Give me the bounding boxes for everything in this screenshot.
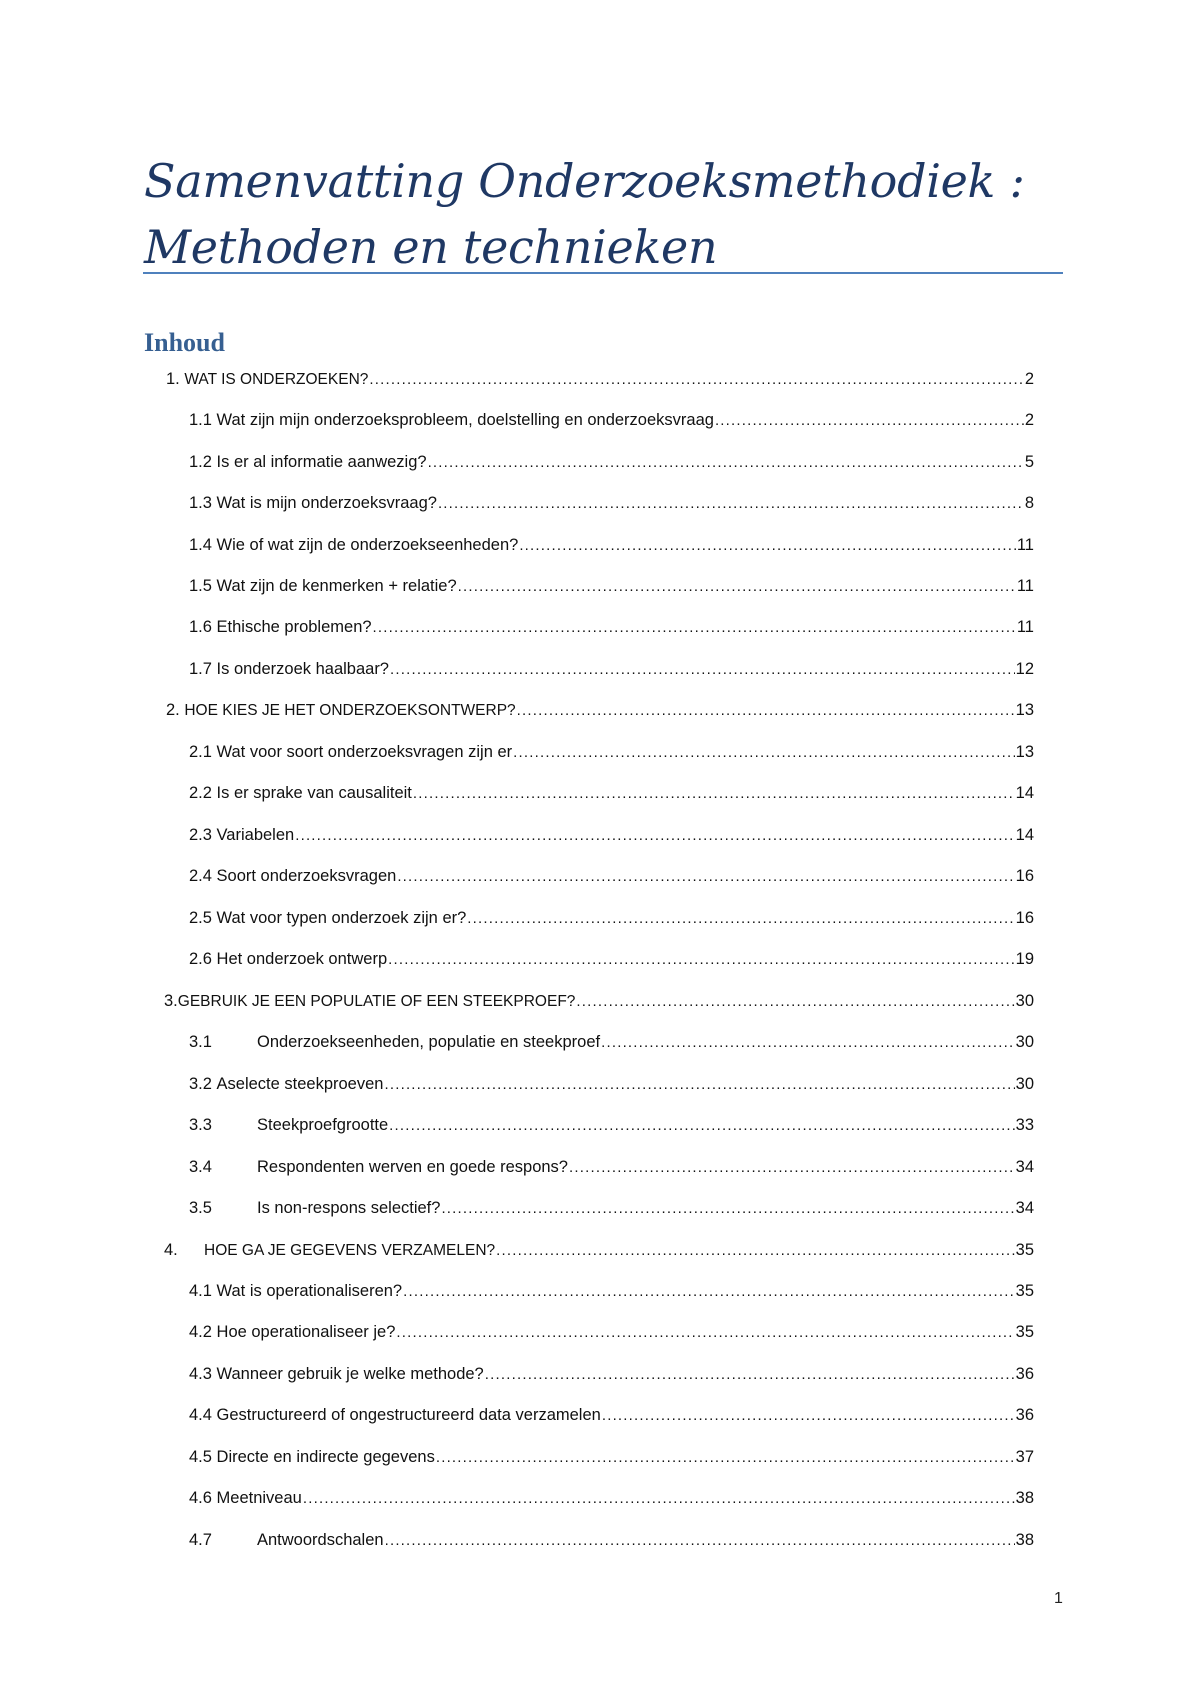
toc-entry-page: 16: [1015, 867, 1034, 885]
toc-entry-number: 1.2: [189, 453, 212, 471]
toc-entry[interactable]: [189, 1362, 1034, 1386]
toc-entry-page: 12: [1015, 660, 1034, 678]
toc-entry-title: Meetniveau: [216, 1489, 302, 1507]
toc-leader-dots: [303, 1486, 1015, 1510]
toc-leader-dots: [601, 1030, 1015, 1054]
toc-entry-number: 4.6: [189, 1489, 212, 1507]
toc-leader-dots: [569, 1155, 1015, 1179]
toc-leader-dots: [397, 864, 1014, 888]
toc-entry-number: 4.2: [189, 1323, 212, 1341]
toc-leader-dots: [602, 1403, 1015, 1427]
toc-entry-page: 35: [1015, 1282, 1034, 1300]
page-number: 1: [1054, 1590, 1063, 1607]
toc-entry-title: Is er al informatie aanwezig?: [216, 453, 427, 471]
toc-leader-dots: [403, 1279, 1015, 1303]
toc-entry-title: HOE KIES JE HET ONDERZOEKSONTWERP?: [184, 702, 516, 719]
toc-entry-page: 11: [1016, 577, 1034, 595]
toc-entry-page: 35: [1015, 1241, 1034, 1259]
toc-heading: Inhoud: [144, 328, 225, 357]
toc-entry-title: Variabelen: [216, 826, 295, 844]
toc-entry-title: Wanneer gebruik je welke methode?: [216, 1365, 484, 1383]
toc-entry-number: 3.5: [189, 1199, 212, 1217]
toc-entry[interactable]: [189, 408, 1034, 432]
toc-entry[interactable]: [189, 864, 1034, 888]
toc-entry-number: 1.7: [189, 660, 212, 678]
toc-leader-dots: [373, 615, 1016, 639]
toc-entry-number: 4.3: [189, 1365, 212, 1383]
toc-entry[interactable]: [189, 1486, 1034, 1510]
toc-entry-page: 14: [1015, 826, 1034, 844]
toc-entry[interactable]: [189, 1445, 1034, 1469]
toc-entry-number: 2.4: [189, 867, 212, 885]
toc-leader-dots: [576, 989, 1014, 1013]
toc-entry[interactable]: [189, 1030, 1034, 1054]
toc-entry-title: Soort onderzoeksvragen: [216, 867, 397, 885]
toc-entry-title: Het onderzoek ontwerp: [216, 950, 388, 968]
toc-leader-dots: [467, 906, 1014, 930]
toc-leader-dots: [396, 1320, 1014, 1344]
toc-entry-page: 30: [1015, 1033, 1034, 1051]
toc-entry-title: Is onderzoek haalbaar?: [216, 660, 389, 678]
toc-entry[interactable]: [189, 1113, 1034, 1137]
toc-entry-page: 30: [1015, 1075, 1034, 1093]
toc-leader-dots: [384, 1072, 1014, 1096]
toc-leader-dots: [389, 1113, 1014, 1137]
toc-entry-page: 34: [1015, 1199, 1034, 1217]
toc-entry-title: Wat zijn mijn onderzoeksprobleem, doelstelling en onderzoeksvraag: [216, 411, 714, 429]
toc-entry[interactable]: [189, 657, 1034, 681]
toc-entry[interactable]: [164, 989, 1034, 1013]
toc-entry-title: Wat voor typen onderzoek zijn er?: [216, 909, 467, 927]
document-title-line-2: Methoden en technieken: [144, 220, 718, 274]
toc-entry-number: 3.1: [189, 1033, 212, 1051]
toc-leader-dots: [436, 1445, 1015, 1469]
toc-entry-page: 2: [1024, 411, 1034, 429]
toc-leader-dots: [385, 1528, 1015, 1552]
toc-leader-dots: [715, 408, 1024, 432]
toc-entry-number: 2.2: [189, 784, 212, 802]
toc-entry[interactable]: [189, 533, 1034, 557]
toc-entry[interactable]: [166, 698, 1034, 722]
toc-leader-dots: [485, 1362, 1015, 1386]
toc-entry-page: 13: [1015, 743, 1034, 761]
toc-entry-number: 4.: [164, 1241, 178, 1259]
toc-entry[interactable]: [189, 823, 1034, 847]
toc-entry-number: 2.6: [189, 950, 212, 968]
toc-entry-title: WAT IS ONDERZOEKEN?: [184, 371, 369, 388]
toc-leader-dots: [388, 947, 1015, 971]
toc-entry[interactable]: [189, 1279, 1034, 1303]
toc-entry-title: Wat voor soort onderzoeksvragen zijn er: [216, 743, 513, 761]
toc-leader-dots: [496, 1238, 1015, 1262]
toc-entry-title: Antwoordschalen: [257, 1531, 384, 1549]
toc-entry-title: Wat is mijn onderzoeksvraag?: [216, 494, 437, 512]
toc-entry[interactable]: [166, 367, 1034, 391]
document-title-line-1: Samenvatting Onderzoeksmethodiek :: [144, 154, 1025, 208]
toc-entry-number: 2.1: [189, 743, 212, 761]
toc-entry-page: 36: [1015, 1406, 1034, 1424]
toc-entry[interactable]: [189, 1155, 1034, 1179]
toc-entry-title: Is er sprake van causaliteit: [216, 784, 412, 802]
toc-entry-number: 3.3: [189, 1116, 212, 1134]
toc-entry[interactable]: [189, 1320, 1034, 1344]
toc-entry-number: 2.: [166, 701, 180, 719]
toc-entry-page: 30: [1015, 992, 1034, 1010]
toc-entry[interactable]: [189, 615, 1034, 639]
toc-entry-page: 11: [1016, 536, 1034, 554]
toc-leader-dots: [517, 698, 1015, 722]
toc-leader-dots: [458, 574, 1016, 598]
toc-leader-dots: [369, 367, 1023, 391]
toc-leader-dots: [519, 533, 1016, 557]
toc-entry-number: 3.2: [189, 1075, 212, 1093]
toc-entry-number: 1.5: [189, 577, 212, 595]
toc-entry-title: Wie of wat zijn de onderzoekseenheden?: [216, 536, 519, 554]
toc-entry[interactable]: [189, 574, 1034, 598]
toc-entry-page: 38: [1015, 1489, 1034, 1507]
toc-entry-title: HOE GA JE GEGEVENS VERZAMELEN?: [204, 1242, 496, 1259]
toc-entry-title: Directe en indirecte gegevens: [216, 1448, 435, 1466]
toc-entry[interactable]: [164, 1238, 1034, 1262]
toc-entry-number: 1.: [166, 370, 180, 388]
toc-entry-number: 4.1: [189, 1282, 212, 1300]
toc-entry-page: 36: [1015, 1365, 1034, 1383]
toc-entry-title: Wat zijn de kenmerken + relatie?: [216, 577, 457, 595]
toc-leader-dots: [390, 657, 1015, 681]
toc-entry-page: 34: [1015, 1158, 1034, 1176]
toc-entry-number: 1.4: [189, 536, 212, 554]
toc-entry-page: 38: [1015, 1531, 1034, 1549]
toc-entry-number: 1.6: [189, 618, 212, 636]
toc-entry-page: 8: [1024, 494, 1034, 512]
toc-entry-page: 5: [1024, 453, 1034, 471]
toc-leader-dots: [438, 491, 1024, 515]
toc-entry-number: 1.3: [189, 494, 212, 512]
toc-entry[interactable]: [189, 781, 1034, 805]
toc-entry[interactable]: [189, 491, 1034, 515]
toc-entry-title: Hoe operationaliseer je?: [216, 1323, 396, 1341]
toc-entry[interactable]: [189, 947, 1034, 971]
toc-entry-title: Is non-respons selectief?: [257, 1199, 441, 1217]
toc-entry-page: 13: [1015, 701, 1034, 719]
toc-entry[interactable]: [189, 1528, 1034, 1552]
toc-entry-number: 4.4: [189, 1406, 212, 1424]
toc-entry-title: Onderzoekseenheden, populatie en steekproef: [257, 1033, 601, 1051]
toc-entry-title: Respondenten werven en goede respons?: [257, 1158, 568, 1176]
toc-entry-number: 4.7: [189, 1531, 212, 1549]
toc-entry[interactable]: [189, 450, 1034, 474]
toc-entry-title: GEBRUIK JE EEN POPULATIE OF EEN STEEKPROEF?: [177, 993, 576, 1010]
toc-entry-number: 2.5: [189, 909, 212, 927]
toc-leader-dots: [441, 1196, 1014, 1220]
toc-entry-title: Ethische problemen?: [216, 618, 372, 636]
toc-leader-dots: [295, 823, 1014, 847]
toc-entry-title: Gestructureerd of ongestructureerd data verzamelen: [216, 1406, 601, 1424]
toc-entry[interactable]: [189, 1072, 1034, 1096]
toc-entry-page: 19: [1015, 950, 1034, 968]
toc-entry-title: Steekproefgrootte: [257, 1116, 389, 1134]
toc-entry-page: 33: [1015, 1116, 1034, 1134]
toc-entry[interactable]: [189, 906, 1034, 930]
toc-leader-dots: [413, 781, 1015, 805]
toc-entry[interactable]: [189, 1196, 1034, 1220]
toc-entry[interactable]: [189, 1403, 1034, 1427]
toc-entry-title: Wat is operationaliseren?: [216, 1282, 403, 1300]
toc-entry-page: 14: [1015, 784, 1034, 802]
toc-entry-number: 1.1: [189, 411, 212, 429]
toc-entry-page: 35: [1015, 1323, 1034, 1341]
toc-entry[interactable]: [189, 740, 1034, 764]
toc-entry-page: 11: [1016, 618, 1034, 636]
toc-entry-page: 2: [1024, 370, 1034, 388]
toc-leader-dots: [428, 450, 1024, 474]
toc-entry-number: 3.4: [189, 1158, 212, 1176]
toc-leader-dots: [513, 740, 1015, 764]
toc-entry-number: 4.5: [189, 1448, 212, 1466]
toc-entry-title: Aselecte steekproeven: [216, 1075, 384, 1093]
toc-entry-page: 37: [1015, 1448, 1034, 1466]
toc-entry-number: 2.3: [189, 826, 212, 844]
toc-entry-page: 16: [1015, 909, 1034, 927]
toc-entry-number: 3.: [164, 992, 178, 1010]
